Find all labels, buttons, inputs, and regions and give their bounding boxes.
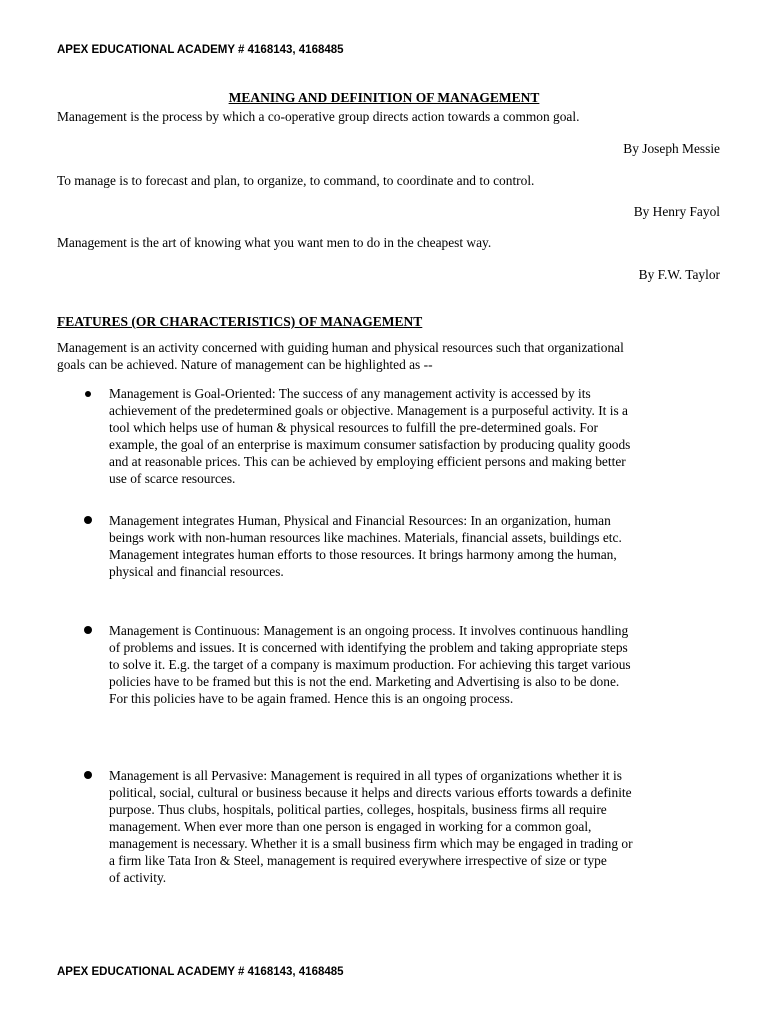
text-line: Management is Continuous: Management is an ongoing process. It involves continuous handling — [109, 623, 629, 638]
bullet-icon — [84, 626, 92, 634]
definition-author: By F.W. Taylor — [638, 267, 720, 282]
definition-text: Management is the process by which a co-operative group directs action towards a common goal. — [57, 109, 580, 124]
text-line: of problems and issues. It is concerned with identifying the problem and taking appropriate steps — [109, 640, 628, 655]
page-footer: APEX EDUCATIONAL ACADEMY # 4168143, 4168485 — [57, 966, 344, 978]
text-line: purpose. Thus clubs, hospitals, political parties, colleges, hospitals, business firms all require — [109, 802, 607, 817]
section-intro — [57, 339, 727, 373]
text-line: physical and financial resources. — [109, 564, 284, 579]
text-line: Management is Goal-Oriented: The success of any management activity is accessed by its — [109, 386, 591, 401]
text-line: use of scarce resources. — [109, 471, 236, 486]
text-line: achievement of the predetermined goals or objective. Management is a purposeful activity. It is a — [109, 403, 628, 418]
text-line: Management is all Pervasive: Management is required in all types of organizations whether it is — [109, 768, 622, 783]
page-header: APEX EDUCATIONAL ACADEMY # 4168143, 4168485 — [57, 44, 344, 56]
text-line: a firm like Tata Iron & Steel, management is required everywhere irrespective of size or type — [109, 853, 607, 868]
text-line: example, the goal of an enterprise is maximum consumer satisfaction by producing quality goods — [109, 437, 631, 452]
text-line: to solve it. E.g. the target of a company is maximum production. For achieving this target various — [109, 657, 631, 672]
bullet-icon — [84, 516, 92, 524]
definition-author: By Henry Fayol — [633, 204, 720, 219]
text-line: Management is an activity concerned with guiding human and physical resources such that organizational — [57, 340, 624, 355]
text-line: management. When ever more than one person is engaged in working for a common goal, — [109, 819, 592, 834]
text-line: Management integrates Human, Physical and Financial Resources: In an organization, human — [109, 513, 611, 528]
text-line: management is necessary. Whether it is a small business firm which may be engaged in trading or — [109, 836, 633, 851]
section-heading: FEATURES (OR CHARACTERISTICS) OF MANAGEMENT — [57, 314, 423, 329]
text-line: of activity. — [109, 870, 167, 885]
text-line: beings work with non-human resources like machines. Materials, financial assets, buildings etc. — [109, 530, 622, 545]
text-line: and at reasonable prices. This can be achieved by employing efficient persons and making better — [109, 454, 626, 469]
bullet-icon — [85, 391, 91, 397]
text-line: tool which helps use of human & physical resources to fulfill the pre-determined goals. For — [109, 420, 599, 435]
text-line: goals can be achieved. Nature of management can be highlighted as -- — [57, 357, 433, 372]
definition-text: To manage is to forecast and plan, to organize, to command, to coordinate and to control. — [57, 173, 535, 188]
definition-text: Management is the art of knowing what you want men to do in the cheapest way. — [57, 235, 492, 250]
bullet-icon — [84, 771, 92, 779]
text-line: Management integrates human efforts to those resources. It brings harmony among the human, — [109, 547, 617, 562]
text-line: For this policies have to be again framed. Hence this is an ongoing process. — [109, 691, 514, 706]
text-line: political, social, cultural or business because it helps and directs various efforts towards a definite — [109, 785, 632, 800]
definition-author: By Joseph Messie — [623, 141, 720, 156]
page-title: MEANING AND DEFINITION OF MANAGEMENT — [228, 90, 540, 105]
text-line: policies have to be framed but this is not the end. Marketing and Advertising is also to be done. — [109, 674, 620, 689]
